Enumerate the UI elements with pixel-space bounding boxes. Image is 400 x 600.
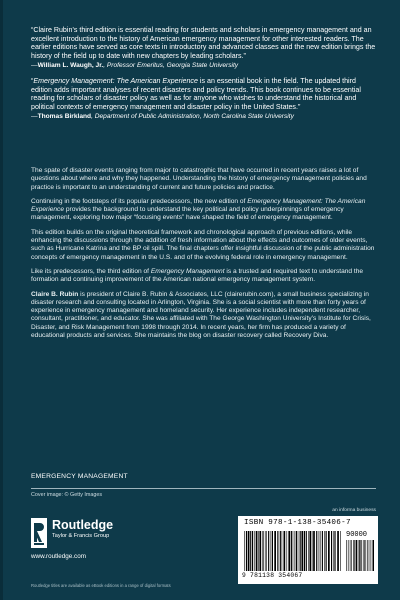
endorsement-quote-1: [31, 26, 376, 70]
cover-credit: Cover image: © Getty Images: [31, 492, 103, 498]
informa-tagline: an informa business: [332, 508, 376, 513]
quote-2-author-title: , Department of Public Administration, North Carolina State University: [91, 112, 294, 120]
quote-1-author-title: , Professor Emeritus, Georgia State University: [103, 61, 239, 69]
description-paragraph-2: Continuing in the footsteps of its popular predecessors, the new edition of Emergency Management: The American Experience provides the background to understand the key political and policy underpinnings of emergency management, exploring how major “focusing events” have shaped the field of emergency management.: [31, 197, 366, 222]
routledge-r-icon: [31, 518, 47, 548]
addon-barcode-bars: [346, 540, 374, 571]
barcode: [238, 516, 378, 584]
quote-2-attribution: —Thomas Birkland, Department of Public Administration, North Carolina State University: [31, 112, 294, 120]
description-paragraph-1: The spate of disaster events ranging from major to catastrophic that have occurred in recent years raises a lot of questions about where and why they happened. Understanding the history of emergency management policies and practice is important to an understanding of current and future policies and practice.: [31, 167, 367, 191]
left-border: [0, 0, 3, 600]
ean-barcode-bars: [244, 531, 342, 571]
quote-1-attribution: —William L. Waugh, Jr., Professor Emeritus, Georgia State University: [31, 61, 239, 69]
quote-1-text: “Claire Rubin’s third edition is essential reading for students and scholars in emergency management and an excellent introduction to the history of American emergency management for other interested readers. The earlier editions have served as core texts in introductory and advanced classes and the new edition brings the history of the field up to date with new chapters by leading scholars.”: [31, 26, 376, 61]
author-bio: Claire B. Rubin is president of Claire B. Rubin & Associates, LLC (clairerubin.com), a small business specializing in disaster research and consulting located in Arlington, Virginia. She is a social scientist with more than forty years of experience in emergency management and homeland security. Her experience includes independent researcher, consultant, practitioner, and educator. She was affiliated with The George Washington University’s Institute for Crisis, Disaster, and Risk Management from 1998 through 2014. In recent years, her firm has produced a variety of educational products and services. She maintains the blog on disaster recovery called Recovery Diva.: [31, 290, 371, 340]
publisher-logo: [31, 518, 171, 562]
isbn-text: ISBN 978-1-138-35406-7: [244, 519, 351, 527]
description-paragraph-4: Like its predecessors, the third edition of Emergency Management is a trusted and required text to understand the formation and continuing improvement of the American national emergency management system.: [31, 267, 364, 284]
publisher-name: Routledge: [52, 518, 114, 532]
endorsement-quote-2: “Emergency Management: The American Experience is an essential book in the field. The updated third edition adds important analyses of recent disasters and policy trends. This book continues to be essential reading for scholars of disaster policy as well as for anyone who wishes to understand the historical and political contexts of emergency management and disaster policy in the United States.” —Thomas Birkland, Department of Public Administration, North Carolina State University: [31, 77, 361, 120]
barcode-digits: 9 781138 354067: [242, 572, 303, 579]
quote-1-author: William L. Waugh, Jr.: [37, 61, 104, 69]
publisher-group: Taylor & Francis Group: [52, 533, 110, 539]
quote-2-author: Thomas Birkland: [37, 112, 92, 120]
subject-category: EMERGENCY MANAGEMENT: [31, 473, 128, 480]
price-addon-number: 90000: [346, 531, 368, 539]
description: [31, 167, 376, 346]
divider: [31, 488, 376, 489]
author-name: Claire B. Rubin: [31, 290, 79, 298]
ebook-footnote: Routledge titles are available as eBook editions in a range of digital formats: [31, 583, 171, 588]
endorsements: [31, 26, 376, 128]
book-title-italic: Emergency Management: The American Experience: [33, 77, 198, 86]
publisher-url[interactable]: www.routledge.com: [31, 553, 86, 560]
description-paragraph-3: This edition builds on the original theoretical framework and chronological approach of previous editions, while enhancing the discussions through the addition of fresh information about the effects and outcomes of older events, such as Hurricane Katrina and the BP oil spill. The final chapters offer insightful discussion of the public administration concepts of emergency management in the U.S. and of the evolving federal role in emergency management.: [31, 228, 375, 261]
